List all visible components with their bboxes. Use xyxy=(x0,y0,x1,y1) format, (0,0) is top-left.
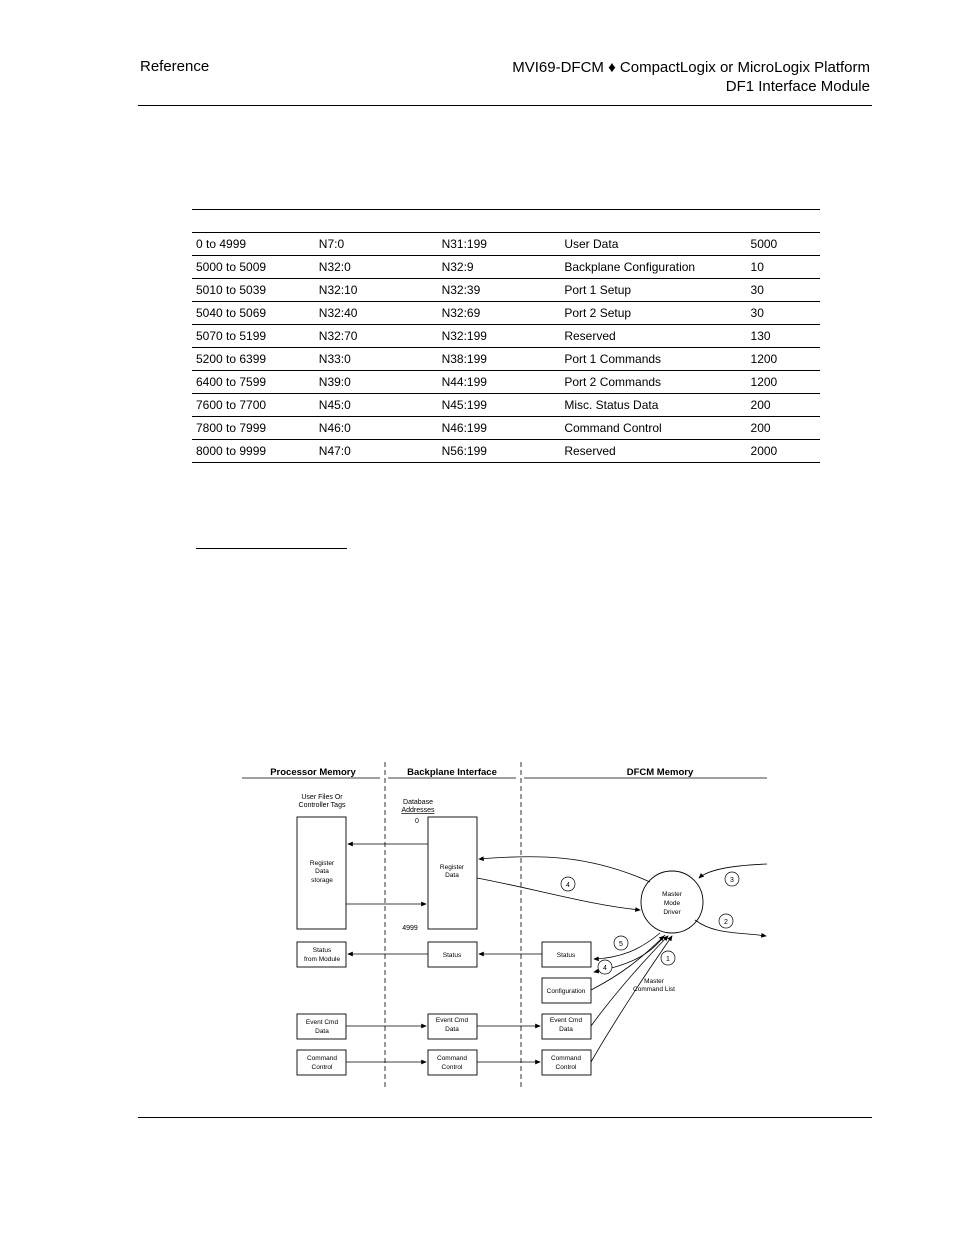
callout-1: 1 xyxy=(666,956,670,963)
command-list-l1: Master xyxy=(644,978,664,985)
register-storage-l2: Data xyxy=(315,868,329,875)
table-cell: 5070 to 5199 xyxy=(192,325,315,348)
callout-2: 2 xyxy=(724,919,728,926)
table-cell: 7800 to 7999 xyxy=(192,417,315,440)
table-cell: 200 xyxy=(747,417,820,440)
table-cell: N32:199 xyxy=(438,325,561,348)
table-cell: N39:0 xyxy=(315,371,438,394)
table-cell: Command Control xyxy=(560,417,746,440)
event-cmd-dfcm-l2: Data xyxy=(559,1026,573,1033)
callout-4a: 4 xyxy=(566,882,570,889)
driver-l1: Master xyxy=(662,891,682,898)
table-cell: 10 xyxy=(747,256,820,279)
table-cell: N32:10 xyxy=(315,279,438,302)
cmd-control-dfcm-l1: Command xyxy=(551,1055,581,1062)
table-cell: N32:69 xyxy=(438,302,561,325)
table-cell: 130 xyxy=(747,325,820,348)
table-cell: 1200 xyxy=(747,371,820,394)
register-data-l2: Data xyxy=(445,872,459,879)
cmd-control-backplane-l1: Command xyxy=(437,1055,467,1062)
status-module-box xyxy=(297,942,346,967)
cmd-control-dfcm-l2: Control xyxy=(555,1064,577,1071)
cmd-control-backplane-l2: Control xyxy=(441,1064,463,1071)
controller-tags-label: Controller Tags xyxy=(298,802,346,809)
table-cell: Backplane Configuration xyxy=(560,256,746,279)
cmd-control-backplane-box xyxy=(428,1050,477,1075)
event-cmd-dfcm-l1: Event Cmd xyxy=(549,1017,583,1024)
table-cell: 5010 to 5039 xyxy=(192,279,315,302)
table-cell: 2000 xyxy=(747,440,820,463)
command-list-l2: Command List xyxy=(633,986,675,993)
table-cell: 7600 to 7700 xyxy=(192,394,315,417)
status-dfcm-label: Status xyxy=(556,952,576,959)
table-cell: N56:199 xyxy=(438,440,561,463)
event-cmd-processor-l2: Data xyxy=(315,1028,329,1035)
table-header-row xyxy=(192,210,820,233)
callout-3: 3 xyxy=(730,877,734,884)
table-cell: Misc. Status Data xyxy=(560,394,746,417)
table-cell: N45:0 xyxy=(315,394,438,417)
table-cell: 8000 to 9999 xyxy=(192,440,315,463)
table-cell: Port 1 Setup xyxy=(560,279,746,302)
table-cell: N32:39 xyxy=(438,279,561,302)
table-row xyxy=(192,348,820,371)
table-cell: N44:199 xyxy=(438,371,561,394)
memory-map-table xyxy=(192,209,820,463)
table-body xyxy=(192,233,820,463)
footer-rule xyxy=(138,1117,872,1118)
cmd-control-processor-box xyxy=(297,1050,346,1075)
table-row xyxy=(192,256,820,279)
table-cell: N32:40 xyxy=(315,302,438,325)
table-cell: N47:0 xyxy=(315,440,438,463)
table-row xyxy=(192,233,820,256)
table-cell: 6400 to 7599 xyxy=(192,371,315,394)
table-row xyxy=(192,440,820,463)
status-module-l1: Status xyxy=(312,947,332,954)
address-start: 0 xyxy=(415,818,419,825)
table-cell: 0 to 4999 xyxy=(192,233,315,256)
driver-l2: Mode xyxy=(663,900,681,907)
table-cell: N7:0 xyxy=(315,233,438,256)
user-files-label: User Files Or xyxy=(301,794,343,801)
data-flow-diagram xyxy=(240,760,770,1090)
register-storage-l1: Register xyxy=(309,860,335,867)
status-backplane-label: Status xyxy=(442,952,462,959)
page-header-right xyxy=(512,58,870,96)
table-cell: 1200 xyxy=(747,348,820,371)
table-cell: 30 xyxy=(747,302,820,325)
event-cmd-processor-box xyxy=(297,1014,346,1039)
table-cell: N31:199 xyxy=(438,233,561,256)
table-cell: Port 1 Commands xyxy=(560,348,746,371)
event-cmd-processor-l1: Event Cmd xyxy=(305,1019,339,1026)
table-cell: User Data xyxy=(560,233,746,256)
table-cell: Reserved xyxy=(560,325,746,348)
table-cell: N46:0 xyxy=(315,417,438,440)
table-row xyxy=(192,302,820,325)
col-dfcm-memory: DFCM Memory xyxy=(626,767,694,778)
register-data-l1: Register xyxy=(439,864,465,871)
table-cell: 5000 to 5009 xyxy=(192,256,315,279)
configuration-label: Configuration xyxy=(546,988,586,995)
col-processor-memory: Processor Memory xyxy=(270,767,356,778)
table-cell: N32:70 xyxy=(315,325,438,348)
event-cmd-backplane-l1: Event Cmd xyxy=(435,1017,469,1024)
table-cell: N32:0 xyxy=(315,256,438,279)
table-cell: 5000 xyxy=(747,233,820,256)
cmd-control-processor-l1: Command xyxy=(307,1055,337,1062)
header-product-line: MVI69-DFCM ♦ CompactLogix or MicroLogix Platform xyxy=(512,59,870,76)
callout-5: 5 xyxy=(619,941,623,948)
table-row xyxy=(192,325,820,348)
callout-4b: 4 xyxy=(603,965,607,972)
table-row xyxy=(192,417,820,440)
table-row xyxy=(192,394,820,417)
table-cell: N33:0 xyxy=(315,348,438,371)
table-cell: Port 2 Setup xyxy=(560,302,746,325)
cmd-control-dfcm-box xyxy=(542,1050,591,1075)
table-cell: N46:199 xyxy=(438,417,561,440)
addresses-label: Addresses xyxy=(401,807,435,814)
cmd-control-processor-l2: Control xyxy=(311,1064,333,1071)
table-cell: Reserved xyxy=(560,440,746,463)
table-cell: 30 xyxy=(747,279,820,302)
table-cell: Port 2 Commands xyxy=(560,371,746,394)
driver-l3: Driver xyxy=(663,909,681,916)
event-cmd-backplane-l2: Data xyxy=(445,1026,459,1033)
table-header xyxy=(192,210,820,233)
table-cell: 5040 to 5069 xyxy=(192,302,315,325)
table-cell: N32:9 xyxy=(438,256,561,279)
table-cell: 200 xyxy=(747,394,820,417)
status-module-l2: from Module xyxy=(303,956,341,963)
address-end: 4999 xyxy=(402,925,418,932)
register-storage-l3: storage xyxy=(311,877,333,884)
table-row xyxy=(192,371,820,394)
header-rule xyxy=(138,105,872,106)
col-backplane-interface: Backplane Interface xyxy=(407,767,497,778)
table-cell: N45:199 xyxy=(438,394,561,417)
header-module-line: DF1 Interface Module xyxy=(725,78,870,95)
section-heading-underline xyxy=(196,548,347,549)
table-cell: 5200 to 6399 xyxy=(192,348,315,371)
page-header-left: Reference xyxy=(140,58,210,75)
database-label: Database xyxy=(403,799,433,806)
table-cell: N38:199 xyxy=(438,348,561,371)
table-row xyxy=(192,279,820,302)
